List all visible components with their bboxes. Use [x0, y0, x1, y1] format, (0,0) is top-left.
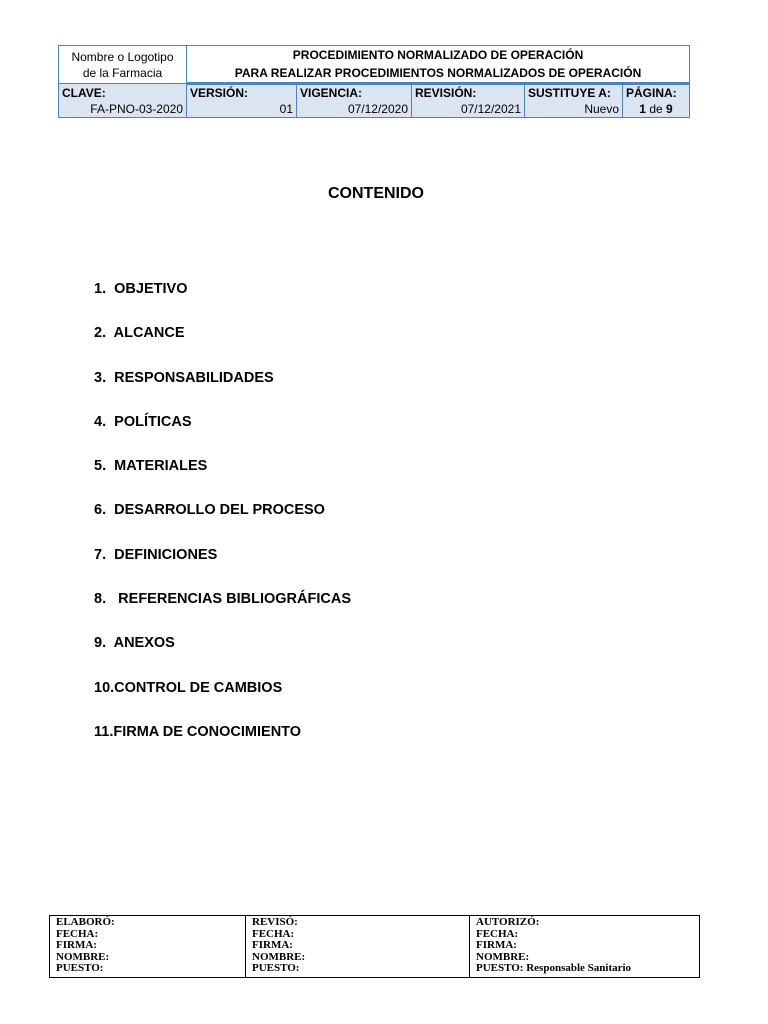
title-line-2: PARA REALIZAR PROCEDIMIENTOS NORMALIZADOS DE OPERACIÓN	[234, 66, 642, 80]
page-of: de	[649, 102, 663, 116]
elaboro-column	[50, 916, 246, 978]
toc-item: 6. DESARROLLO DEL PROCESO	[94, 502, 325, 519]
content-heading: CONTENIDO	[328, 185, 424, 202]
puesto-responsable-sanitario: PUESTO: Responsable Sanitario	[476, 962, 632, 975]
reviso-label: REVISÓ:	[252, 916, 298, 928]
puesto-label: PUESTO:	[56, 962, 104, 975]
logo-line-2: de la Farmacia	[82, 65, 163, 80]
vigencia-label: VIGENCIA:	[297, 84, 412, 102]
fecha-label: FECHA:	[476, 927, 519, 940]
vigencia-value: 07/12/2020	[297, 101, 412, 118]
toc-item: 7. DEFINICIONES	[94, 546, 218, 563]
nombre-label: NOMBRE:	[56, 950, 110, 963]
toc-item: 1. OBJETIVO	[94, 281, 188, 297]
toc-item: 4. POLÍTICAS	[94, 413, 192, 430]
pagina-label: PÁGINA:	[623, 84, 690, 102]
revision-label: REVISIÓN:	[412, 84, 525, 102]
toc-item: 10.CONTROL DE CAMBIOS	[94, 679, 283, 696]
nombre-label: NOMBRE:	[252, 950, 306, 963]
toc-item: 3. RESPONSABILIDADES	[94, 369, 274, 386]
toc-item: 5. MATERIALES	[94, 458, 208, 475]
page-current: 1	[639, 102, 646, 116]
toc-item: 8. REFERENCIAS BIBLIOGRÁFICAS	[94, 591, 351, 608]
document-header-table	[58, 45, 690, 118]
firma-label: FIRMA:	[56, 939, 97, 952]
revision-value: 07/12/2021	[412, 101, 525, 118]
version-label: VERSIÓN:	[187, 84, 297, 102]
toc-item: 2. ALCANCE	[94, 325, 185, 342]
autorizo-column	[470, 916, 700, 978]
nombre-label: NOMBRE:	[476, 950, 530, 963]
sustituye-label: SUSTITUYE A:	[525, 84, 623, 102]
fecha-label: FECHA:	[56, 927, 99, 940]
toc-item: 9. ANEXOS	[94, 635, 175, 652]
autorizo-label: AUTORIZÓ:	[476, 916, 540, 928]
firma-label: FIRMA:	[252, 939, 293, 952]
toc-item: 11.FIRMA DE CONOCIMIENTO	[94, 723, 302, 740]
version-value: 01	[187, 101, 297, 118]
title-line-1: PROCEDIMIENTO NORMALIZADO DE OPERACIÓN	[292, 48, 584, 62]
puesto-label: PUESTO:	[252, 962, 300, 975]
elaboro-label: ELABORÓ:	[56, 916, 115, 928]
document-title	[187, 46, 690, 84]
clave-value: FA-PNO-03-2020	[59, 101, 187, 118]
reviso-column	[246, 916, 470, 978]
approval-signature-table	[49, 915, 700, 978]
pagina-value	[623, 101, 690, 118]
sustituye-value: Nuevo	[525, 101, 623, 118]
table-of-contents	[94, 280, 351, 767]
pharmacy-logo-placeholder	[59, 46, 187, 84]
fecha-label: FECHA:	[252, 927, 295, 940]
page-total: 9	[666, 102, 673, 116]
logo-line-1: Nombre o Logotipo	[71, 49, 174, 64]
clave-label: CLAVE:	[59, 84, 187, 102]
firma-label: FIRMA:	[476, 939, 517, 952]
